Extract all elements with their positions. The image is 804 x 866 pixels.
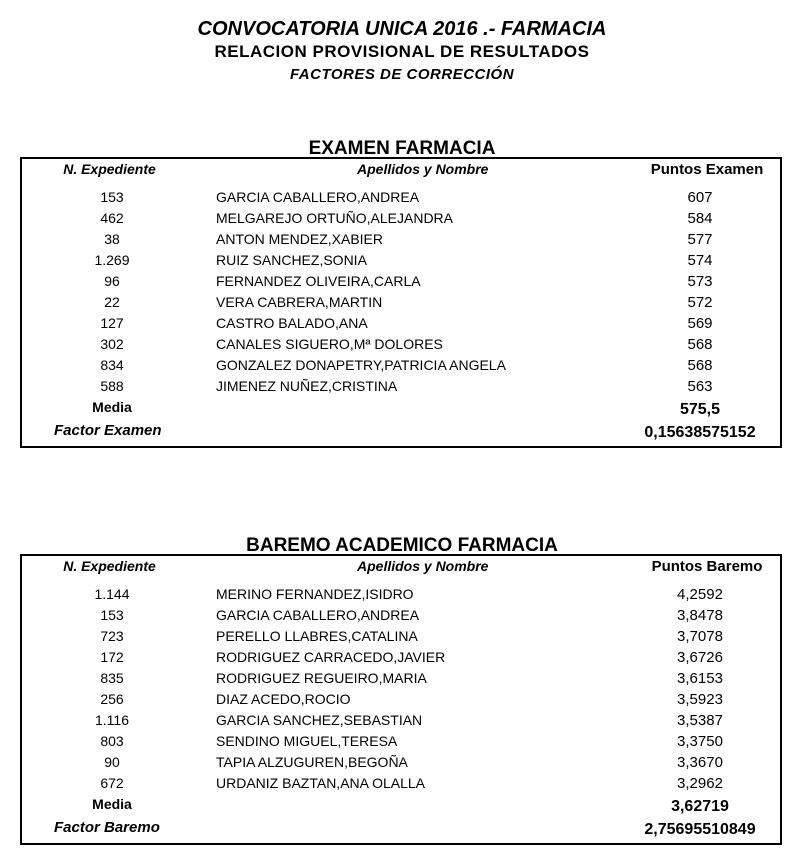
puntos-cell: 3,5923 bbox=[677, 691, 723, 708]
document-title: CONVOCATORIA UNICA 2016 .- FARMACIA bbox=[197, 18, 607, 40]
expediente-cell: 835 bbox=[100, 670, 124, 686]
expediente-cell: 672 bbox=[100, 775, 124, 791]
baremo-factor-value: 2,75695510849 bbox=[644, 821, 756, 838]
baremo-section-title: BAREMO ACADEMICO FARMACIA bbox=[246, 535, 558, 556]
examen-media-label: Media bbox=[92, 399, 132, 415]
puntos-cell: 3,5387 bbox=[677, 712, 723, 729]
expediente-cell: 22 bbox=[104, 294, 120, 310]
table-row bbox=[22, 187, 780, 208]
nombre-cell: TAPIA ALZUGUREN,BEGOÑA bbox=[216, 754, 408, 770]
nombre-cell: SENDINO MIGUEL,TERESA bbox=[216, 733, 398, 749]
nombre-cell: GARCIA CABALLERO,ANDREA bbox=[216, 189, 420, 205]
nombre-cell: MERINO FERNANDEZ,ISIDRO bbox=[216, 586, 414, 602]
nombre-cell: CANALES SIGUERO,Mª DOLORES bbox=[216, 336, 443, 352]
puntos-cell: 3,6726 bbox=[677, 649, 723, 666]
baremo-media-label: Media bbox=[92, 796, 132, 812]
baremo-table bbox=[20, 554, 782, 845]
table-row bbox=[22, 647, 780, 668]
expediente-cell: 153 bbox=[100, 189, 124, 205]
nombre-cell: GARCIA CABALLERO,ANDREA bbox=[216, 607, 420, 623]
expediente-cell: 1.144 bbox=[94, 586, 130, 602]
expediente-cell: 38 bbox=[104, 231, 120, 247]
puntos-cell: 3,8478 bbox=[677, 607, 723, 624]
table-row bbox=[22, 250, 780, 271]
table-row bbox=[22, 584, 780, 605]
nombre-cell: RUIZ SANCHEZ,SONIA bbox=[216, 252, 367, 268]
puntos-cell: 607 bbox=[687, 189, 713, 206]
puntos-cell: 3,2962 bbox=[677, 775, 723, 792]
examen-media-value: 575,5 bbox=[679, 401, 721, 418]
expediente-cell: 1.116 bbox=[95, 712, 129, 728]
puntos-cell: 573 bbox=[687, 273, 713, 290]
puntos-cell: 3,3670 bbox=[677, 754, 723, 771]
expediente-cell: 462 bbox=[100, 210, 124, 226]
expediente-cell: 1.269 bbox=[94, 252, 130, 268]
puntos-cell: 4,2592 bbox=[677, 586, 723, 603]
puntos-cell: 577 bbox=[687, 231, 713, 248]
baremo-media-value: 3,62719 bbox=[671, 798, 729, 815]
table-row bbox=[22, 731, 780, 752]
nombre-cell: ANTON MENDEZ,XABIER bbox=[216, 231, 383, 247]
nombre-cell: CASTRO BALADO,ANA bbox=[216, 315, 368, 331]
puntos-cell: 3,7078 bbox=[677, 628, 723, 645]
table-row bbox=[22, 710, 780, 731]
nombre-cell: GARCIA SANCHEZ,SEBASTIAN bbox=[216, 712, 423, 728]
nombre-cell: GONZALEZ DONAPETRY,PATRICIA ANGELA bbox=[216, 357, 506, 373]
examen-rows bbox=[22, 187, 780, 397]
puntos-cell: 572 bbox=[687, 294, 713, 311]
nombre-cell: DIAZ ACEDO,ROCIO bbox=[216, 691, 351, 707]
table-row bbox=[22, 605, 780, 626]
expediente-cell: 153 bbox=[100, 607, 124, 623]
expediente-cell: 803 bbox=[100, 733, 124, 749]
puntos-cell: 568 bbox=[687, 357, 713, 374]
examen-factor-label: Factor Examen bbox=[54, 422, 162, 439]
table-row bbox=[22, 752, 780, 773]
table-row bbox=[22, 271, 780, 292]
table-row bbox=[22, 208, 780, 229]
table-row bbox=[22, 313, 780, 334]
table-row bbox=[22, 626, 780, 647]
puntos-cell: 3,3750 bbox=[677, 733, 723, 750]
examen-col-expediente: N. Expediente bbox=[63, 161, 156, 177]
table-row bbox=[22, 689, 780, 710]
expediente-cell: 588 bbox=[100, 378, 124, 394]
nombre-cell: MELGAREJO ORTUÑO,ALEJANDRA bbox=[216, 210, 454, 226]
nombre-cell: FERNANDEZ OLIVEIRA,CARLA bbox=[216, 273, 421, 289]
expediente-cell: 127 bbox=[100, 315, 124, 331]
examen-section-title: EXAMEN FARMACIA bbox=[308, 138, 496, 159]
baremo-rows bbox=[22, 584, 780, 794]
expediente-cell: 256 bbox=[100, 691, 124, 707]
examen-factor-value: 0,15638575152 bbox=[644, 424, 756, 441]
baremo-col-expediente: N. Expediente bbox=[63, 558, 156, 574]
nombre-cell: JIMENEZ NUÑEZ,CRISTINA bbox=[216, 378, 398, 394]
table-row bbox=[22, 668, 780, 689]
expediente-cell: 172 bbox=[100, 649, 124, 665]
table-row bbox=[22, 229, 780, 250]
table-row bbox=[22, 773, 780, 794]
baremo-col-nombre: Apellidos y Nombre bbox=[357, 558, 489, 574]
puntos-cell: 574 bbox=[687, 252, 713, 269]
baremo-factor-label: Factor Baremo bbox=[54, 819, 160, 836]
puntos-cell: 568 bbox=[687, 336, 713, 353]
table-row bbox=[22, 355, 780, 376]
examen-col-puntos: Puntos Examen bbox=[650, 161, 764, 178]
table-row bbox=[22, 376, 780, 397]
examen-table bbox=[20, 157, 782, 448]
document-subsubtitle: FACTORES DE CORRECCIÓN bbox=[289, 66, 515, 83]
puntos-cell: 569 bbox=[687, 315, 713, 332]
expediente-cell: 90 bbox=[104, 754, 120, 770]
nombre-cell: PERELLO LLABRES,CATALINA bbox=[216, 628, 418, 644]
expediente-cell: 302 bbox=[100, 336, 124, 352]
expediente-cell: 96 bbox=[104, 273, 120, 289]
baremo-col-puntos: Puntos Baremo bbox=[651, 558, 763, 575]
expediente-cell: 834 bbox=[100, 357, 124, 373]
document-subtitle: RELACION PROVISIONAL DE RESULTADOS bbox=[214, 42, 590, 61]
nombre-cell: RODRIGUEZ REGUEIRO,MARIA bbox=[216, 670, 427, 686]
table-row bbox=[22, 334, 780, 355]
table-row bbox=[22, 292, 780, 313]
puntos-cell: 584 bbox=[687, 210, 713, 227]
nombre-cell: RODRIGUEZ CARRACEDO,JAVIER bbox=[216, 649, 446, 665]
examen-col-nombre: Apellidos y Nombre bbox=[357, 161, 489, 177]
puntos-cell: 563 bbox=[687, 378, 713, 395]
nombre-cell: URDANIZ BAZTAN,ANA OLALLA bbox=[216, 775, 426, 791]
expediente-cell: 723 bbox=[100, 628, 124, 644]
puntos-cell: 3,6153 bbox=[677, 670, 723, 687]
nombre-cell: VERA CABRERA,MARTIN bbox=[216, 294, 383, 310]
